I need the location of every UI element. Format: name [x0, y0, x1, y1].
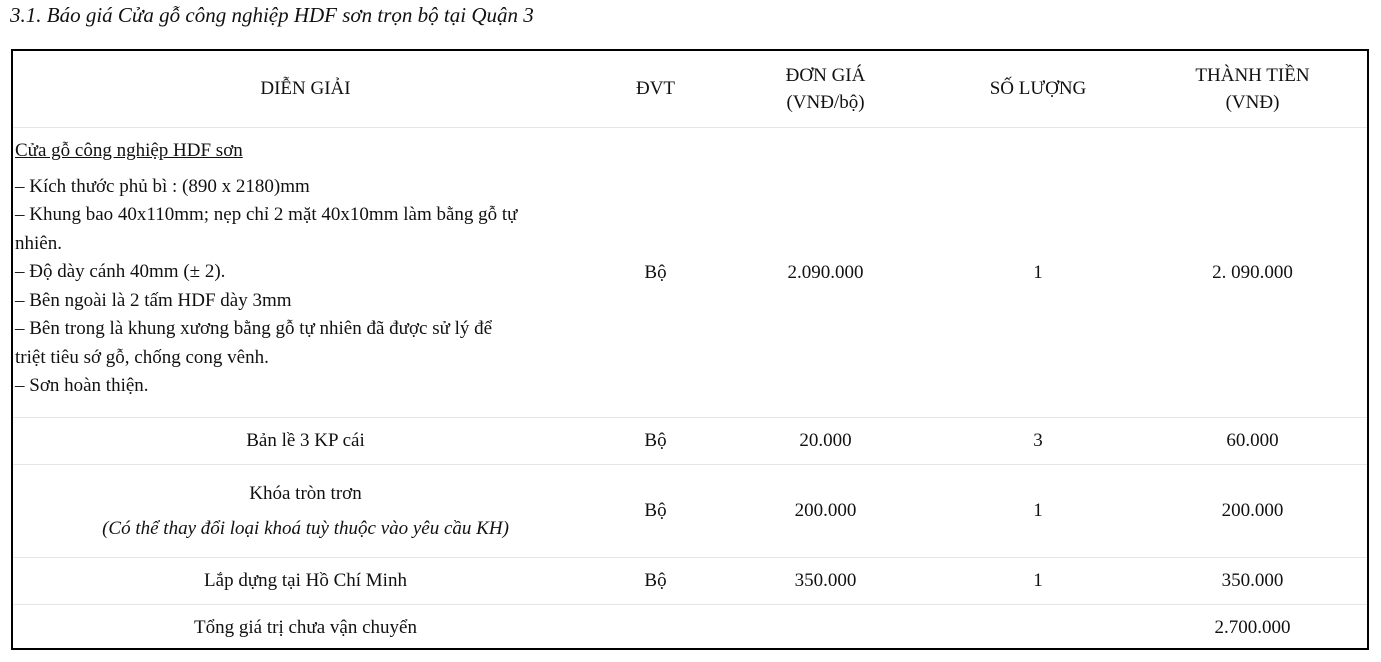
- header-unit-price-line2: (VNĐ/bộ): [786, 91, 865, 113]
- quote-table: [13, 51, 1367, 650]
- hinge-name: Bản lề 3 KP cái: [13, 417, 598, 464]
- lock-unit: Bộ: [598, 464, 713, 557]
- install-total: 350.000: [1138, 557, 1367, 604]
- table-row-lock: [13, 464, 1367, 557]
- door-spec-line: triệt tiêu sớ gỗ, chống cong vênh.: [15, 346, 269, 368]
- install-price: 350.000: [713, 557, 938, 604]
- door-unit: Bộ: [598, 127, 713, 417]
- summary-empty-qty: [938, 604, 1138, 650]
- lock-description: [13, 464, 598, 557]
- lock-total: 200.000: [1138, 464, 1367, 557]
- door-spec-line: – Bên ngoài là 2 tấm HDF dày 3mm: [15, 289, 292, 311]
- lock-name: Khóa tròn trơn: [249, 482, 362, 504]
- header-unit-price-line1: ĐƠN GIÁ: [785, 64, 866, 86]
- door-spec-line: – Khung bao 40x110mm; nẹp chỉ 2 mặt 40x10mm làm bằng gỗ tự: [15, 204, 518, 225]
- door-spec-line: – Sơn hoàn thiện.: [15, 375, 149, 396]
- summary-total: 2.700.000: [1214, 616, 1291, 638]
- summary-empty-unit: [598, 604, 713, 650]
- quote-table-container: [11, 49, 1369, 650]
- hinge-unit: Bộ: [598, 417, 713, 464]
- lock-note: (Có thể thay đổi loại khoá tuỳ thuộc vào yêu cầu KH): [102, 517, 509, 539]
- header-unit: ĐVT: [598, 51, 713, 127]
- lock-price: 200.000: [713, 464, 938, 557]
- door-total: 2. 090.000: [1138, 127, 1367, 417]
- install-unit: Bộ: [598, 557, 713, 604]
- door-title: Cửa gỗ công nghiệp HDF sơn: [15, 139, 243, 161]
- door-quantity: 1: [938, 127, 1138, 417]
- door-description: [13, 127, 598, 417]
- door-spec-line: – Bên trong là khung xương bằng gỗ tự nhiên đã được sử lý để: [15, 318, 493, 339]
- door-spec-line: nhiên.: [15, 232, 62, 254]
- summary-empty-price: [713, 604, 938, 650]
- header-total: [1138, 51, 1367, 127]
- door-spec-line: – Độ dày cánh 40mm (± 2).: [15, 261, 226, 282]
- hinge-quantity: 3: [938, 417, 1138, 464]
- door-price: 2.090.000: [713, 127, 938, 417]
- install-name: Lắp dựng tại Hồ Chí Minh: [13, 557, 598, 604]
- door-spec-lines: [15, 173, 598, 401]
- hinge-price: 20.000: [713, 417, 938, 464]
- header-quantity: SỐ LƯỢNG: [938, 51, 1138, 127]
- table-row-summary: [13, 604, 1367, 650]
- table-row-install: [13, 557, 1367, 604]
- install-quantity: 1: [938, 557, 1138, 604]
- header-total-line1: THÀNH TIỀN: [1195, 64, 1310, 86]
- header-description: DIỄN GIẢI: [13, 51, 598, 127]
- table-row-door: [13, 127, 1367, 417]
- door-spec-line: – Kích thước phủ bì : (890 x 2180)mm: [15, 175, 310, 197]
- section-heading: 3.1. Báo giá Cửa gỗ công nghiệp HDF sơn trọn bộ tại Quận 3: [10, 3, 534, 27]
- header-unit-price: [713, 51, 938, 127]
- hinge-total: 60.000: [1138, 417, 1367, 464]
- lock-quantity: 1: [938, 464, 1138, 557]
- summary-label: Tổng giá trị chưa vận chuyển: [194, 616, 417, 638]
- table-header-row: [13, 51, 1367, 127]
- table-row-hinge: [13, 417, 1367, 464]
- header-total-line2: (VNĐ): [1225, 91, 1280, 113]
